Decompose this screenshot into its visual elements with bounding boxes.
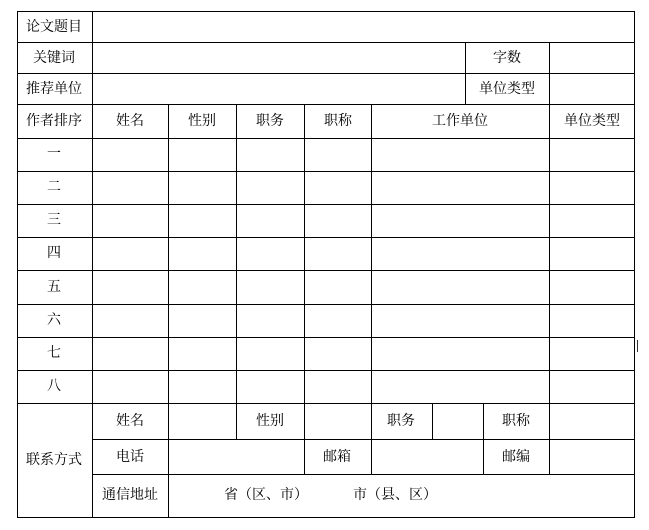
grid-line [17,171,635,172]
grid-line [236,403,237,440]
contact-name-field[interactable] [169,404,236,439]
contact-position-field[interactable] [433,404,483,439]
recommend-unit-field[interactable] [93,74,465,104]
grid-line [17,11,18,518]
keywords-field[interactable] [93,43,465,73]
grid-line [483,403,484,440]
word-count-label: 字数 [493,50,521,66]
grid-line [371,104,372,404]
grid-line [465,42,466,105]
recommend-unit-label: 推荐单位 [26,81,82,97]
contact-name-label: 姓名 [116,413,144,429]
phone-field[interactable] [169,440,304,474]
grid-line [17,270,635,271]
contact-gender-label: 性别 [256,413,284,429]
grid-line [168,104,169,404]
word-count-field[interactable] [550,43,634,73]
grid-line [483,439,484,475]
grid-line [634,11,635,518]
grid-line [17,237,635,238]
unit-type-label: 单位类型 [479,81,535,97]
grid-line [17,337,635,338]
author-row-8-label: 八 [47,378,61,394]
author-row-7-label: 七 [47,345,61,361]
grid-line [236,104,237,404]
header-unit-type: 单位类型 [564,113,620,129]
header-name: 姓名 [116,113,144,129]
contact-position-label: 职务 [387,413,415,429]
author-row-5-label: 五 [47,279,61,295]
keywords-label: 关键词 [33,50,75,66]
header-title: 职称 [324,113,352,129]
author-row-4-label: 四 [47,245,61,261]
contact-section-label: 联系方式 [26,452,82,468]
text-cursor [637,340,638,352]
grid-line [17,304,635,305]
grid-line [17,370,635,371]
header-workplace: 工作单位 [432,113,488,129]
author-row-6-label: 六 [47,312,61,328]
city-label: 市（县、区） [353,487,437,503]
grid-line [17,517,635,518]
postcode-label: 邮编 [502,449,530,465]
title-label: 论文题目 [26,19,82,35]
grid-line [304,104,305,404]
unit-type-field[interactable] [550,74,634,104]
contact-gender-field[interactable] [305,404,371,439]
grid-line [549,104,550,404]
author-row-1-label: 一 [47,146,61,162]
email-field[interactable] [372,440,483,474]
title-field[interactable] [93,12,634,42]
phone-label: 电话 [116,449,144,465]
contact-title-label: 职称 [502,413,530,429]
header-author-order: 作者排序 [26,113,82,129]
address-label: 通信地址 [102,487,158,503]
email-label: 邮箱 [323,449,351,465]
grid-line [371,403,372,440]
header-gender: 性别 [188,113,216,129]
province-label: 省（区、市） [224,487,308,503]
grid-line [17,138,635,139]
postcode-field[interactable] [550,440,634,474]
author-row-2-label: 二 [47,179,61,195]
contact-title-field[interactable] [550,404,634,439]
author-row-3-label: 三 [47,212,61,228]
grid-line [17,204,635,205]
grid-line [17,104,635,105]
header-position: 职务 [256,113,284,129]
grid-line [304,439,305,475]
